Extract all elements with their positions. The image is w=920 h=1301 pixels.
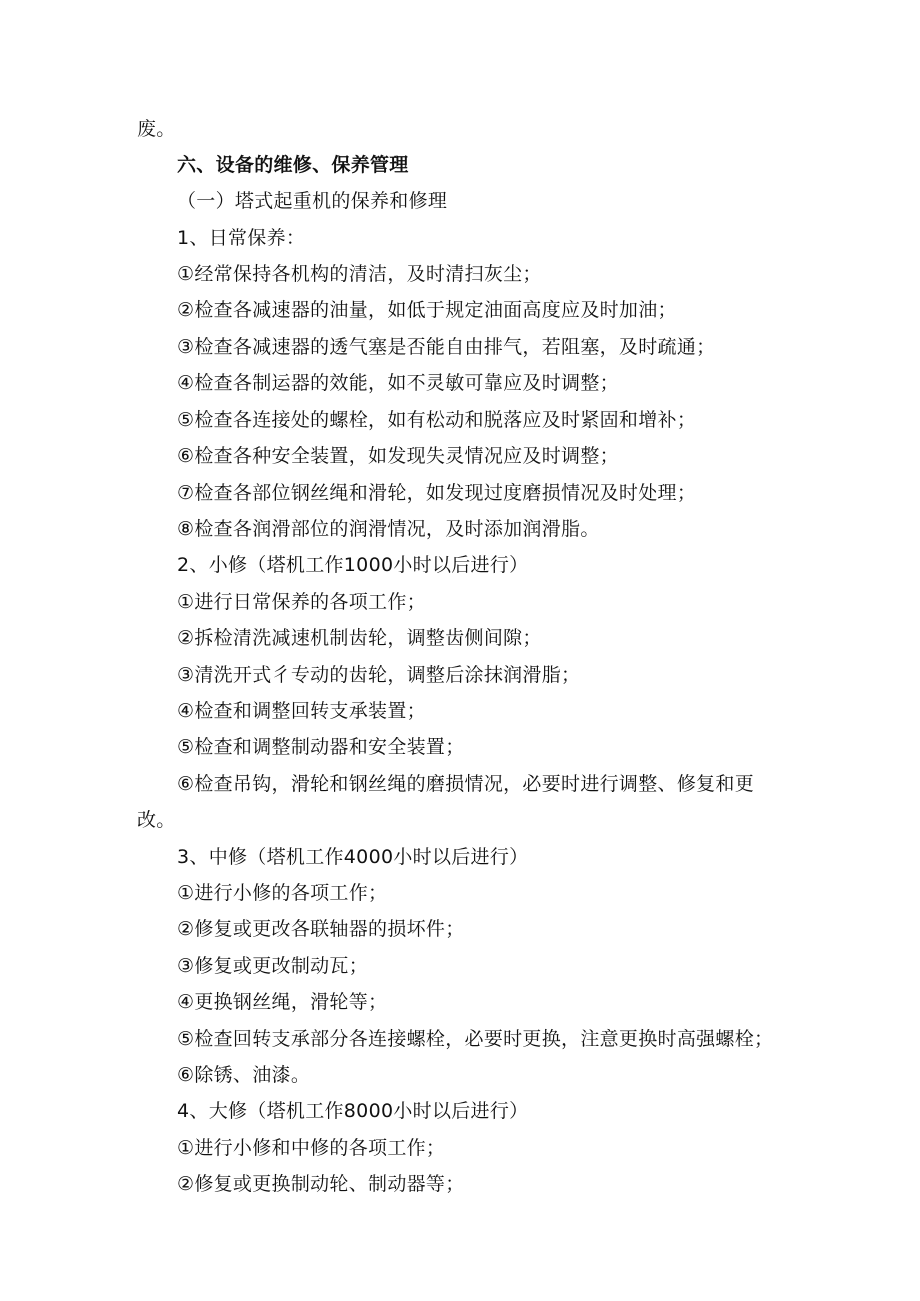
item-heading: 2、小修（塔机工作1000小时以后进行）	[177, 554, 529, 576]
list-item: ②拆检清洗减速机制齿轮，调整齿侧间隙；	[177, 627, 542, 649]
list-item: ④更换钢丝绳，滑轮等；	[177, 991, 388, 1013]
list-item: ①经常保持各机构的清洁，及时清扫灰尘；	[177, 263, 542, 285]
subsection-heading: （一）塔式起重机的保养和修理	[177, 190, 448, 212]
list-item: ①进行日常保养的各项工作；	[177, 591, 426, 613]
list-item: ④检查和调整回转支承装置；	[177, 700, 426, 722]
list-item: ③修复或更改制动瓦；	[177, 955, 369, 977]
list-item: ①进行小修和中修的各项工作；	[177, 1137, 446, 1159]
list-item: ②检查各减速器的油量，如低于规定油面高度应及时加油；	[177, 299, 677, 321]
section-heading: 六、设备的维修、保养管理	[177, 154, 409, 176]
list-item: ②修复或更换制动轮、制动器等；	[177, 1173, 465, 1195]
list-item: ③清洗开式彳专动的齿轮，调整后涂抹润滑脂；	[177, 664, 581, 686]
item-heading: 3、中修（塔机工作4000小时以后进行）	[177, 846, 529, 868]
list-item: ⑥除锈、油漆。	[177, 1064, 311, 1086]
list-item: ③检查各减速器的透气塞是否能自由排气，若阻塞，及时疏通；	[177, 336, 716, 358]
list-item: ⑦检查各部位钢丝绳和滑轮，如发现过度磨损情况及时处理；	[177, 482, 697, 504]
list-item: ⑤检查各连接处的螺栓，如有松动和脱落应及时紧固和增补；	[177, 409, 697, 431]
paragraph-continuation: 改。	[137, 809, 176, 831]
list-item: ①进行小修的各项工作；	[177, 882, 388, 904]
item-heading: 1、日常保养：	[177, 227, 306, 249]
list-item: ⑥检查各种安全装置，如发现失灵情况应及时调整；	[177, 445, 619, 467]
list-item: ②修复或更改各联轴器的损坏件；	[177, 918, 465, 940]
list-item: ④检查各制运器的效能，如不灵敏可靠应及时调整；	[177, 372, 619, 394]
item-heading: 4、大修（塔机工作8000小时以后进行）	[177, 1100, 529, 1122]
paragraph-continuation: 废。	[137, 118, 176, 140]
list-item: ⑤检查回转支承部分各连接螺栓，必要时更换，注意更换时高强螺栓；	[177, 1028, 774, 1050]
list-item: ⑧检查各润滑部位的润滑情况，及时添加润滑脂。	[177, 518, 600, 540]
list-item: ⑤检查和调整制动器和安全装置；	[177, 736, 465, 758]
list-item: ⑥检查吊钩，滑轮和钢丝绳的磨损情况，必要时进行调整、修复和更	[177, 773, 755, 795]
